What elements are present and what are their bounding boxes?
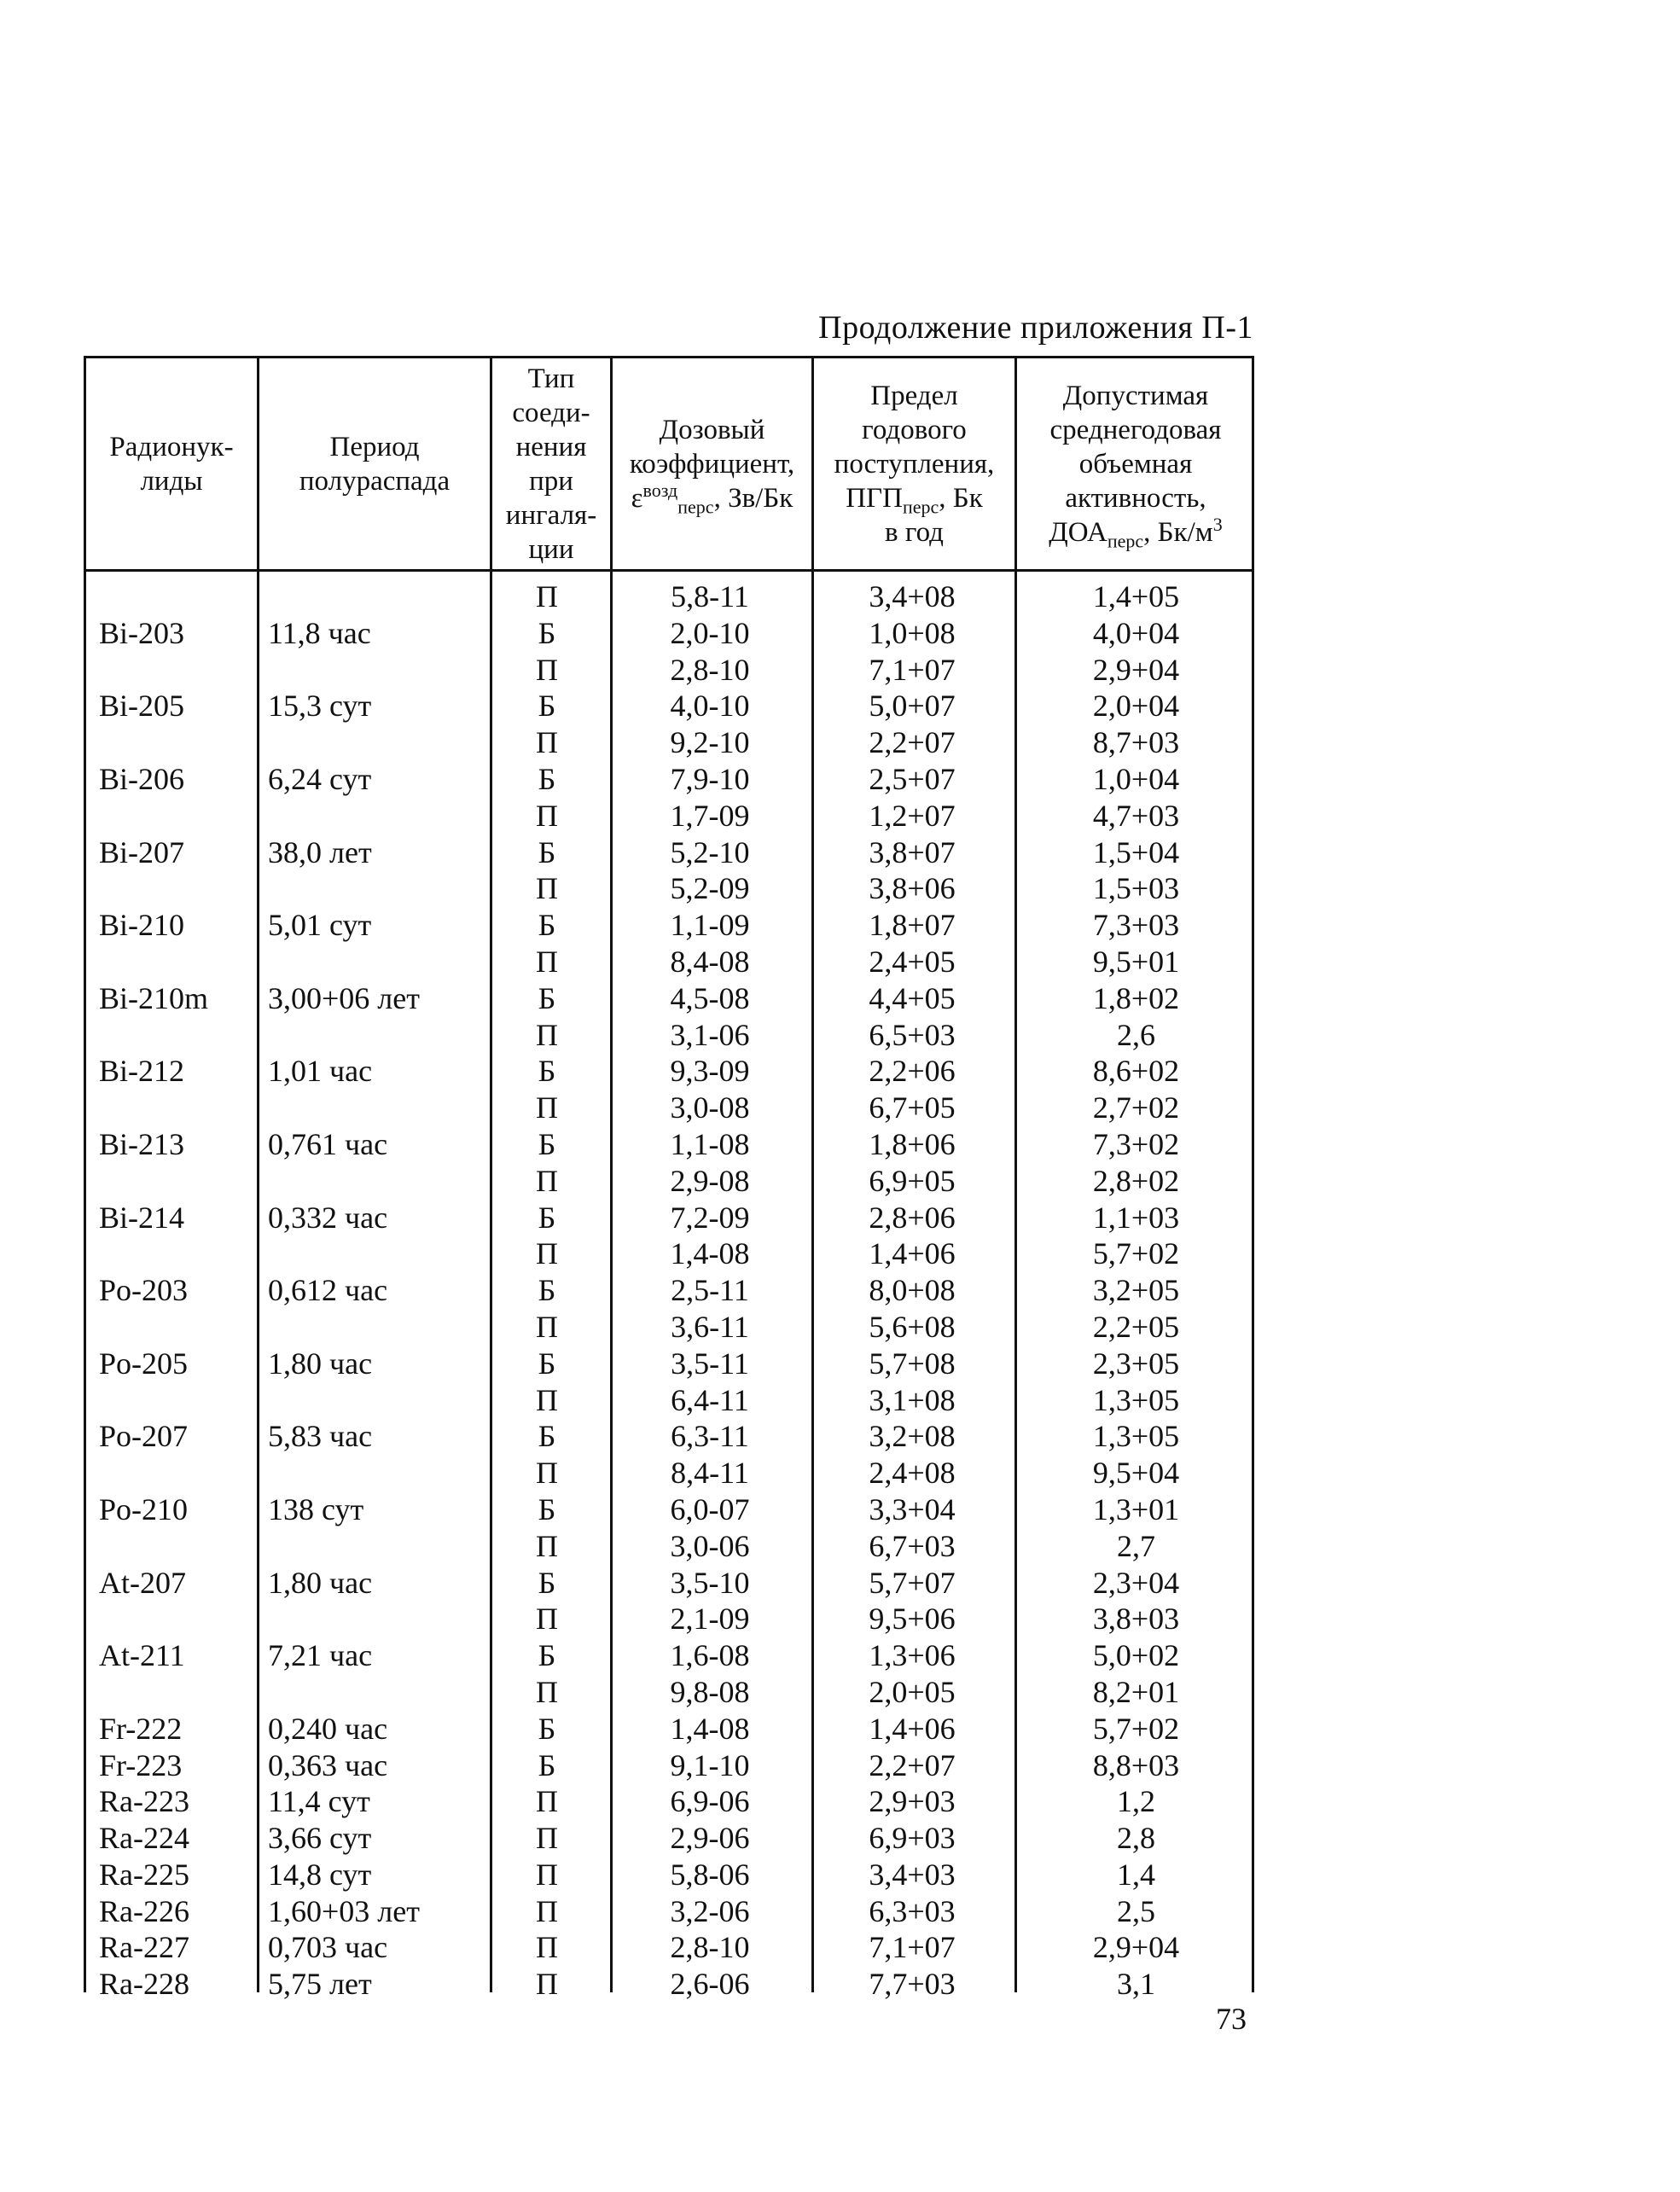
header-half-life bbox=[259, 358, 490, 569]
permissible-activity-cell: 8,8+03 bbox=[1092, 1747, 1180, 1782]
compound-type-cell: Б bbox=[538, 1273, 556, 1308]
half-life-cell: 11,4 сут bbox=[268, 1784, 370, 1819]
annual-limit-cell: 8,0+08 bbox=[869, 1273, 956, 1308]
compound-type-cell: П bbox=[536, 1309, 558, 1344]
table-row bbox=[86, 1346, 1252, 1382]
annual-limit-cell: 7,1+07 bbox=[869, 652, 956, 687]
dose-coefficient-cell: 2,0-10 bbox=[670, 615, 750, 650]
compound-type-cell: Б bbox=[538, 1200, 556, 1235]
table-body bbox=[86, 579, 1252, 2003]
dose-coefficient-cell: 3,5-10 bbox=[670, 1565, 750, 1600]
annual-limit-cell: 2,8+06 bbox=[869, 1200, 956, 1235]
permissible-activity-cell: 2,9+04 bbox=[1092, 652, 1180, 687]
half-life-cell: 15,3 сут bbox=[268, 689, 372, 724]
half-life-cell: 11,8 час bbox=[268, 615, 371, 650]
nuclide-cell: Ra-228 bbox=[99, 1967, 189, 2002]
half-life-cell: 14,8 сут bbox=[268, 1857, 372, 1892]
half-life-cell: 7,21 час bbox=[268, 1638, 373, 1673]
header-half-life-text: Период полураспада bbox=[299, 431, 451, 497]
table-header bbox=[86, 358, 1252, 572]
permissible-activity-cell: 9,5+01 bbox=[1092, 944, 1180, 979]
annual-limit-cell: 2,0+05 bbox=[869, 1674, 956, 1709]
table-row bbox=[86, 1418, 1252, 1455]
table-row bbox=[86, 1053, 1252, 1090]
nuclide-cell: Ra-223 bbox=[99, 1784, 189, 1819]
permissible-activity-cell: 2,3+04 bbox=[1092, 1565, 1180, 1600]
dose-coefficient-cell: 1,1-09 bbox=[670, 908, 750, 943]
limit-sub: перс bbox=[902, 496, 939, 518]
annual-limit-cell: 6,3+03 bbox=[869, 1893, 956, 1928]
nuclide-cell: Po-210 bbox=[99, 1491, 189, 1526]
header-nuclide-text: Радионук- лиды bbox=[109, 431, 234, 497]
compound-type-cell: П bbox=[536, 1674, 558, 1709]
permissible-activity-cell: 4,7+03 bbox=[1092, 798, 1180, 833]
permissible-activity-cell: 1,4+05 bbox=[1092, 579, 1180, 613]
half-life-cell: 0,761 час bbox=[268, 1126, 388, 1161]
table-row bbox=[86, 579, 1252, 615]
compound-type-cell: П bbox=[536, 1090, 558, 1125]
compound-type-cell: П bbox=[536, 652, 558, 687]
compound-type-cell: П bbox=[536, 1893, 558, 1928]
dose-coefficient-cell: 8,4-11 bbox=[671, 1456, 749, 1491]
compound-type-cell: Б bbox=[538, 1565, 556, 1600]
compound-type-cell: Б bbox=[538, 1711, 556, 1746]
half-life-cell: 5,83 час bbox=[268, 1419, 373, 1454]
nuclide-cell: Po-207 bbox=[99, 1419, 189, 1454]
compound-type-cell: Б bbox=[538, 1126, 556, 1161]
half-life-cell: 0,240 час bbox=[268, 1711, 388, 1746]
permissible-activity-cell: 8,2+01 bbox=[1092, 1674, 1180, 1709]
annual-limit-cell: 5,7+07 bbox=[869, 1565, 956, 1600]
nuclide-cell: Bi-205 bbox=[99, 689, 185, 724]
compound-type-cell: П bbox=[536, 1930, 558, 1965]
table-row bbox=[86, 688, 1252, 724]
annual-limit-cell: 3,8+06 bbox=[869, 871, 956, 906]
annual-limit-cell: 2,4+05 bbox=[869, 944, 956, 979]
table-row bbox=[86, 724, 1252, 761]
dose-coefficient-cell: 2,9-08 bbox=[670, 1163, 750, 1198]
annual-limit-cell: 3,3+04 bbox=[869, 1491, 956, 1526]
annual-limit-cell: 2,9+03 bbox=[869, 1784, 956, 1819]
dose-unit: , Зв/Бк bbox=[713, 482, 793, 514]
annual-limit-cell: 5,0+07 bbox=[869, 689, 956, 724]
compound-type-cell: П bbox=[536, 1017, 558, 1052]
header-doa-symbol bbox=[1049, 513, 1223, 552]
annual-limit-cell: 6,7+03 bbox=[869, 1528, 956, 1563]
nuclide-cell: Bi-214 bbox=[99, 1200, 185, 1235]
table-row bbox=[86, 1929, 1252, 1966]
permissible-activity-cell: 7,3+03 bbox=[1092, 908, 1180, 943]
permissible-activity-cell: 1,3+05 bbox=[1092, 1419, 1180, 1454]
limit-abbr: ПГП bbox=[846, 482, 903, 514]
permissible-activity-cell: 1,3+01 bbox=[1092, 1491, 1180, 1526]
nuclide-cell: Ra-224 bbox=[99, 1821, 189, 1856]
header-limit-year: в год bbox=[885, 516, 944, 548]
dose-coefficient-cell: 5,8-06 bbox=[670, 1857, 750, 1892]
annual-limit-cell: 6,7+05 bbox=[869, 1090, 956, 1125]
annual-limit-cell: 3,2+08 bbox=[869, 1419, 956, 1454]
half-life-cell: 5,75 лет bbox=[268, 1967, 372, 2002]
annual-limit-cell: 7,7+03 bbox=[869, 1967, 956, 2002]
permissible-activity-cell: 2,3+05 bbox=[1092, 1346, 1180, 1381]
permissible-activity-cell: 1,8+02 bbox=[1092, 980, 1180, 1015]
dose-coefficient-cell: 2,6-06 bbox=[670, 1967, 750, 2002]
permissible-activity-cell: 2,9+04 bbox=[1092, 1930, 1180, 1965]
half-life-cell: 0,612 час bbox=[268, 1273, 388, 1308]
dose-coefficient-cell: 6,4-11 bbox=[671, 1382, 749, 1417]
half-life-cell: 0,703 час bbox=[268, 1930, 388, 1965]
compound-type-cell: Б bbox=[538, 761, 556, 796]
dose-coefficient-cell: 5,8-11 bbox=[671, 579, 749, 613]
dose-coefficient-cell: 7,2-09 bbox=[670, 1200, 750, 1235]
nuclide-cell: Fr-223 bbox=[99, 1747, 183, 1782]
half-life-cell: 38,0 лет bbox=[268, 834, 372, 869]
dose-coefficient-cell: 2,8-10 bbox=[670, 1930, 750, 1965]
table-row bbox=[86, 761, 1252, 798]
dose-coefficient-cell: 4,5-08 bbox=[670, 980, 750, 1015]
compound-type-cell: Б bbox=[538, 834, 556, 869]
annual-limit-cell: 1,8+06 bbox=[869, 1126, 956, 1161]
annual-limit-cell: 6,5+03 bbox=[869, 1017, 956, 1052]
dose-coefficient-cell: 9,3-09 bbox=[670, 1054, 750, 1089]
half-life-cell: 5,01 сут bbox=[268, 908, 372, 943]
dose-sub: перс bbox=[677, 496, 714, 518]
compound-type-cell: Б bbox=[538, 1419, 556, 1454]
nuclide-cell: Bi-207 bbox=[99, 834, 185, 869]
table-caption: Продолжение приложения П-1 bbox=[818, 310, 1253, 346]
permissible-activity-cell: 5,7+02 bbox=[1092, 1711, 1180, 1746]
header-limit-symbol bbox=[834, 481, 995, 518]
table-row bbox=[86, 1455, 1252, 1491]
table-row bbox=[86, 1126, 1252, 1163]
annual-limit-cell: 2,2+06 bbox=[869, 1054, 956, 1089]
compound-type-cell: П bbox=[536, 798, 558, 833]
nuclide-cell: Ra-227 bbox=[99, 1930, 189, 1965]
table-row bbox=[86, 980, 1252, 1017]
nuclide-cell: At-211 bbox=[99, 1638, 185, 1673]
half-life-cell: 3,66 сут bbox=[268, 1821, 372, 1856]
dose-coefficient-cell: 1,1-08 bbox=[670, 1126, 750, 1161]
table-row bbox=[86, 1236, 1252, 1272]
header-dose-text: Дозовый коэффициент, bbox=[629, 414, 795, 480]
dose-coefficient-cell: 6,0-07 bbox=[670, 1491, 750, 1526]
table-row bbox=[86, 1017, 1252, 1054]
header-type-text: Тип соеди- нения при ингаля- ции bbox=[505, 363, 597, 565]
compound-type-cell: П bbox=[536, 1382, 558, 1417]
table-row bbox=[86, 1820, 1252, 1857]
compound-type-cell: П bbox=[536, 1602, 558, 1637]
epsilon-symbol: ε bbox=[631, 482, 643, 514]
permissible-activity-cell: 1,0+04 bbox=[1092, 761, 1180, 796]
doa-sup: 3 bbox=[1212, 513, 1223, 535]
table-row bbox=[86, 1966, 1252, 2003]
compound-type-cell: Б bbox=[538, 908, 556, 943]
annual-limit-cell: 3,4+03 bbox=[869, 1857, 956, 1892]
permissible-activity-cell: 3,2+05 bbox=[1092, 1273, 1180, 1308]
permissible-activity-cell: 9,5+04 bbox=[1092, 1456, 1180, 1491]
compound-type-cell: Б bbox=[538, 1054, 556, 1089]
header-nuclide bbox=[86, 358, 257, 569]
annual-limit-cell: 6,9+03 bbox=[869, 1821, 956, 1856]
dose-coefficient-cell: 3,6-11 bbox=[671, 1309, 749, 1344]
dose-coefficient-cell: 1,4-08 bbox=[670, 1236, 750, 1271]
dose-coefficient-cell: 3,0-08 bbox=[670, 1090, 750, 1125]
annual-limit-cell: 2,2+07 bbox=[869, 1747, 956, 1782]
compound-type-cell: П bbox=[536, 1163, 558, 1198]
half-life-cell: 3,00+06 лет bbox=[268, 980, 420, 1015]
compound-type-cell: Б bbox=[538, 615, 556, 650]
table-row bbox=[86, 1272, 1252, 1309]
dose-coefficient-cell: 4,0-10 bbox=[670, 689, 750, 724]
half-life-cell: 1,60+03 лет bbox=[268, 1893, 420, 1928]
half-life-cell: 6,24 сут bbox=[268, 761, 372, 796]
table-row bbox=[86, 870, 1252, 907]
permissible-activity-cell: 3,1 bbox=[1117, 1967, 1155, 2002]
limit-unit: , Бк bbox=[939, 482, 983, 514]
permissible-activity-cell: 3,8+03 bbox=[1092, 1602, 1180, 1637]
nuclide-cell: Bi-210m bbox=[99, 980, 209, 1015]
dose-coefficient-cell: 9,1-10 bbox=[670, 1747, 750, 1782]
annual-limit-cell: 6,9+05 bbox=[869, 1163, 956, 1198]
half-life-cell: 0,363 час bbox=[268, 1747, 388, 1782]
dose-coefficient-cell: 9,2-10 bbox=[670, 725, 750, 760]
table-row bbox=[86, 615, 1252, 652]
annual-limit-cell: 9,5+06 bbox=[869, 1602, 956, 1637]
table-row bbox=[86, 1200, 1252, 1236]
table-row bbox=[86, 1601, 1252, 1637]
table-row bbox=[86, 1163, 1252, 1200]
permissible-activity-cell: 1,5+03 bbox=[1092, 871, 1180, 906]
dose-coefficient-cell: 5,2-10 bbox=[670, 834, 750, 869]
annual-limit-cell: 2,2+07 bbox=[869, 725, 956, 760]
header-limit-text: Предел годового поступления, bbox=[834, 380, 995, 480]
compound-type-cell: П bbox=[536, 1528, 558, 1563]
annual-limit-cell: 1,0+08 bbox=[869, 615, 956, 650]
table-row bbox=[86, 1491, 1252, 1528]
table-row bbox=[86, 798, 1252, 834]
table-row bbox=[86, 1309, 1252, 1346]
dose-coefficient-cell: 2,5-11 bbox=[671, 1273, 749, 1308]
annual-limit-cell: 1,4+06 bbox=[869, 1236, 956, 1271]
dose-coefficient-cell: 2,9-06 bbox=[670, 1821, 750, 1856]
header-dose-symbol bbox=[630, 479, 794, 518]
annual-limit-cell: 3,4+08 bbox=[869, 579, 956, 613]
permissible-activity-cell: 2,8+02 bbox=[1092, 1163, 1180, 1198]
compound-type-cell: П bbox=[536, 944, 558, 979]
permissible-activity-cell: 1,1+03 bbox=[1092, 1200, 1180, 1235]
annual-limit-cell: 1,4+06 bbox=[869, 1711, 956, 1746]
dose-sup: возд bbox=[642, 479, 678, 501]
permissible-activity-cell: 2,0+04 bbox=[1092, 689, 1180, 724]
dose-coefficient-cell: 6,9-06 bbox=[670, 1784, 750, 1819]
dose-coefficient-cell: 2,1-09 bbox=[670, 1602, 750, 1637]
annual-limit-cell: 5,7+08 bbox=[869, 1346, 956, 1381]
half-life-cell: 1,80 час bbox=[268, 1565, 373, 1600]
annual-limit-cell: 2,5+07 bbox=[869, 761, 956, 796]
header-dose-coefficient bbox=[613, 358, 811, 569]
compound-type-cell: П bbox=[536, 725, 558, 760]
table-row bbox=[86, 1893, 1252, 1930]
permissible-activity-cell: 7,3+02 bbox=[1092, 1126, 1180, 1161]
dose-coefficient-cell: 1,6-08 bbox=[670, 1638, 750, 1673]
nuclide-cell: Po-203 bbox=[99, 1273, 189, 1308]
table-row bbox=[86, 1637, 1252, 1674]
table-row bbox=[86, 1090, 1252, 1126]
radionuclide-table bbox=[84, 356, 1254, 2002]
nuclide-cell: Ra-226 bbox=[99, 1893, 189, 1928]
permissible-activity-cell: 1,4 bbox=[1117, 1857, 1155, 1892]
header-annual-limit bbox=[814, 358, 1014, 569]
dose-coefficient-cell: 3,5-11 bbox=[671, 1346, 749, 1381]
annual-limit-cell: 1,2+07 bbox=[869, 798, 956, 833]
compound-type-cell: П bbox=[536, 1967, 558, 2002]
annual-limit-cell: 2,4+08 bbox=[869, 1456, 956, 1491]
permissible-activity-cell: 2,8 bbox=[1117, 1821, 1155, 1856]
permissible-activity-cell: 2,2+05 bbox=[1092, 1309, 1180, 1344]
nuclide-cell: At-207 bbox=[99, 1565, 186, 1600]
nuclide-cell: Fr-222 bbox=[99, 1711, 183, 1746]
table-row bbox=[86, 834, 1252, 871]
permissible-activity-cell: 1,2 bbox=[1117, 1784, 1155, 1819]
compound-type-cell: Б bbox=[538, 1491, 556, 1526]
table-row bbox=[86, 944, 1252, 980]
dose-coefficient-cell: 7,9-10 bbox=[670, 761, 750, 796]
permissible-activity-cell: 8,7+03 bbox=[1092, 725, 1180, 760]
table-row bbox=[86, 1382, 1252, 1419]
permissible-activity-cell: 2,6 bbox=[1117, 1017, 1155, 1052]
dose-coefficient-cell: 6,3-11 bbox=[671, 1419, 749, 1454]
table-row bbox=[86, 1783, 1252, 1820]
half-life-cell: 1,01 час bbox=[268, 1054, 373, 1089]
dose-coefficient-cell: 8,4-08 bbox=[670, 944, 750, 979]
compound-type-cell: П bbox=[536, 579, 558, 613]
nuclide-cell: Bi-203 bbox=[99, 615, 185, 650]
annual-limit-cell: 4,4+05 bbox=[869, 980, 956, 1015]
permissible-activity-cell: 2,7 bbox=[1117, 1528, 1155, 1563]
doa-unit: , Бк/м bbox=[1143, 516, 1213, 548]
nuclide-cell: Bi-206 bbox=[99, 761, 185, 796]
dose-coefficient-cell: 3,2-06 bbox=[670, 1893, 750, 1928]
nuclide-cell: Bi-213 bbox=[99, 1126, 185, 1161]
nuclide-cell: Ra-225 bbox=[99, 1857, 189, 1892]
table-row bbox=[86, 1674, 1252, 1711]
compound-type-cell: П bbox=[536, 1784, 558, 1819]
header-permissible-activity bbox=[1017, 358, 1254, 569]
dose-coefficient-cell: 3,0-06 bbox=[670, 1528, 750, 1563]
annual-limit-cell: 3,8+07 bbox=[869, 834, 956, 869]
annual-limit-cell: 7,1+07 bbox=[869, 1930, 956, 1965]
permissible-activity-cell: 5,7+02 bbox=[1092, 1236, 1180, 1271]
dose-coefficient-cell: 3,1-06 bbox=[670, 1017, 750, 1052]
header-compound-type bbox=[492, 358, 610, 569]
dose-coefficient-cell: 1,7-09 bbox=[670, 798, 750, 833]
table-row bbox=[86, 1528, 1252, 1565]
table-row bbox=[86, 1857, 1252, 1893]
compound-type-cell: П bbox=[536, 871, 558, 906]
annual-limit-cell: 1,3+06 bbox=[869, 1638, 956, 1673]
annual-limit-cell: 1,8+07 bbox=[869, 908, 956, 943]
dose-coefficient-cell: 2,8-10 bbox=[670, 652, 750, 687]
compound-type-cell: П bbox=[536, 1857, 558, 1892]
table-row bbox=[86, 907, 1252, 944]
doa-abbr: ДОА bbox=[1049, 516, 1107, 548]
compound-type-cell: Б bbox=[538, 689, 556, 724]
table-row bbox=[86, 652, 1252, 689]
permissible-activity-cell: 2,7+02 bbox=[1092, 1090, 1180, 1125]
half-life-cell: 138 сут bbox=[268, 1491, 364, 1526]
dose-coefficient-cell: 5,2-09 bbox=[670, 871, 750, 906]
dose-coefficient-cell: 1,4-08 bbox=[670, 1711, 750, 1746]
half-life-cell: 0,332 час bbox=[268, 1200, 388, 1235]
page-number: 73 bbox=[1216, 2002, 1247, 2036]
dose-coefficient-cell: 9,8-08 bbox=[670, 1674, 750, 1709]
compound-type-cell: П bbox=[536, 1236, 558, 1271]
nuclide-cell: Bi-212 bbox=[99, 1054, 185, 1089]
header-doa-text: Допустимая среднегодовая объемная активность, bbox=[1049, 380, 1222, 514]
annual-limit-cell: 3,1+08 bbox=[869, 1382, 956, 1417]
permissible-activity-cell: 2,5 bbox=[1117, 1893, 1155, 1928]
compound-type-cell: Б bbox=[538, 1747, 556, 1782]
permissible-activity-cell: 4,0+04 bbox=[1092, 615, 1180, 650]
compound-type-cell: П bbox=[536, 1821, 558, 1856]
doa-sub: перс bbox=[1107, 530, 1144, 552]
nuclide-cell: Po-205 bbox=[99, 1346, 189, 1381]
permissible-activity-cell: 5,0+02 bbox=[1092, 1638, 1180, 1673]
half-life-cell: 1,80 час bbox=[268, 1346, 373, 1381]
compound-type-cell: П bbox=[536, 1456, 558, 1491]
compound-type-cell: Б bbox=[538, 1638, 556, 1673]
nuclide-cell: Bi-210 bbox=[99, 908, 185, 943]
table-row bbox=[86, 1747, 1252, 1784]
permissible-activity-cell: 1,3+05 bbox=[1092, 1382, 1180, 1417]
compound-type-cell: Б bbox=[538, 1346, 556, 1381]
annual-limit-cell: 5,6+08 bbox=[869, 1309, 956, 1344]
permissible-activity-cell: 1,5+04 bbox=[1092, 834, 1180, 869]
permissible-activity-cell: 8,6+02 bbox=[1092, 1054, 1180, 1089]
table-row bbox=[86, 1565, 1252, 1602]
compound-type-cell: Б bbox=[538, 980, 556, 1015]
table-row bbox=[86, 1711, 1252, 1747]
